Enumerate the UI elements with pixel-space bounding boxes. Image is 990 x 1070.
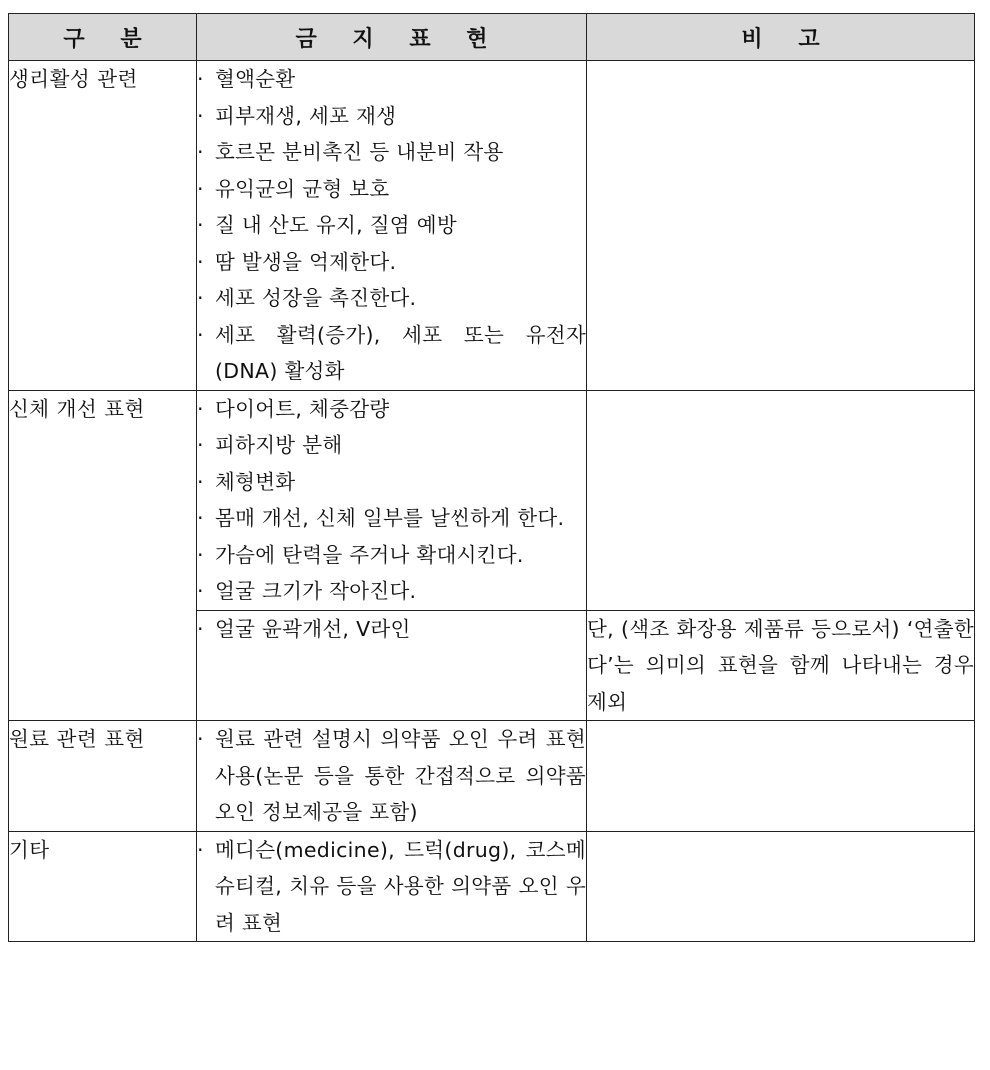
list-item: [197, 280, 586, 317]
item-text: 세포 활력(증가), 세포 또는 유전자 (DNA) 활성화: [215, 322, 586, 383]
bullet-dot: ·: [197, 322, 204, 347]
item-text: 가슴에 탄력을 주거나 확대시킨다.: [215, 542, 524, 567]
bullet-dot: ·: [197, 837, 204, 862]
item-text: 얼굴 크기가 작아진다.: [215, 579, 417, 603]
prohibited-items-cell: [197, 721, 587, 832]
list-item: [197, 171, 586, 208]
table-body: [9, 61, 975, 942]
bullet-dot: ·: [197, 103, 204, 128]
header-row: [9, 14, 975, 61]
list-item: [197, 61, 586, 98]
list-item: [197, 721, 586, 831]
category-cell: 원료 관련 표현: [9, 721, 197, 832]
bullet-dot: ·: [197, 542, 204, 567]
list-item: [197, 207, 586, 244]
list-item: [197, 464, 586, 501]
item-text: 땀 발생을 억제한다.: [215, 249, 397, 274]
prohibited-items-cell: [197, 831, 587, 942]
item-text: 다이어트, 체중감량: [215, 396, 390, 421]
item-text: 호르몬 분비촉진 등 내분비 작용: [215, 140, 504, 164]
prohibited-items-cell: [197, 61, 587, 391]
table-row: [9, 721, 975, 832]
remarks-cell: 단, (색조 화장용 제품류 등으로서) ‘연출한다’는 의미의 표현을 함께 나타내는 경우 제외: [587, 610, 975, 721]
bullet-dot: ·: [197, 249, 204, 274]
header-remarks: 비 고: [587, 14, 975, 61]
header-prohibited-expression: 금 지 표 현: [197, 14, 587, 61]
bullet-dot: ·: [197, 140, 204, 164]
item-text: 질 내 산도 유지, 질염 예방: [215, 213, 457, 237]
list-item: [197, 244, 586, 281]
bullet-dot: ·: [197, 396, 204, 421]
bullet-dot: ·: [197, 213, 204, 237]
remarks-cell: [587, 721, 975, 832]
bullet-dot: ·: [197, 506, 204, 530]
item-text: 몸매 개선, 신체 일부를 날씬하게 한다.: [215, 506, 565, 530]
bullet-dot: ·: [197, 469, 204, 494]
table-row: [9, 61, 975, 391]
remarks-cell: [587, 390, 975, 610]
list-item: [197, 98, 586, 135]
remarks-cell: [587, 831, 975, 942]
list-item: [197, 317, 586, 390]
category-cell: 신체 개선 표현: [9, 390, 197, 721]
list-item: [197, 134, 586, 171]
item-text: 체형변화: [215, 469, 296, 494]
list-item: [197, 427, 586, 464]
list-item: [197, 832, 586, 942]
item-text: 메디슨(medicine), 드럭(drug), 코스메슈티컬, 치유 등을 사용한 의약품 오인 우려 표현: [215, 837, 586, 935]
item-text: 원료 관련 설명시 의약품 오인 우려 표현 사용(논문 등을 통한 간접적으로 의약품 오인 정보제공을 포함): [215, 727, 586, 824]
bullet-dot: ·: [197, 616, 204, 641]
remarks-cell: [587, 61, 975, 391]
item-text: 세포 성장을 촉진한다.: [215, 286, 417, 310]
bullet-dot: ·: [197, 286, 204, 310]
table-row: [9, 390, 975, 610]
list-item: [197, 500, 586, 537]
category-cell: 생리활성 관련: [9, 61, 197, 391]
item-text: 유익균의 균형 보호: [215, 176, 390, 201]
list-item: [197, 611, 586, 648]
item-text: 혈액순환: [215, 67, 296, 91]
bullet-dot: ·: [197, 67, 204, 91]
prohibited-items-cell: [197, 610, 587, 721]
header-category: 구 분: [9, 14, 197, 61]
list-item: [197, 537, 586, 574]
bullet-dot: ·: [197, 727, 204, 751]
list-item: [197, 391, 586, 428]
item-text: 피하지방 분해: [215, 433, 343, 457]
bullet-dot: ·: [197, 433, 204, 457]
category-cell: 기타: [9, 831, 197, 942]
prohibited-expressions-table: [8, 13, 975, 942]
bullet-dot: ·: [197, 176, 204, 201]
table-row: [9, 831, 975, 942]
bullet-dot: ·: [197, 579, 204, 603]
item-text: 피부재생, 세포 재생: [215, 103, 397, 128]
prohibited-items-cell: [197, 390, 587, 610]
list-item: [197, 573, 586, 610]
item-text: 얼굴 윤곽개선, V라인: [215, 616, 411, 641]
